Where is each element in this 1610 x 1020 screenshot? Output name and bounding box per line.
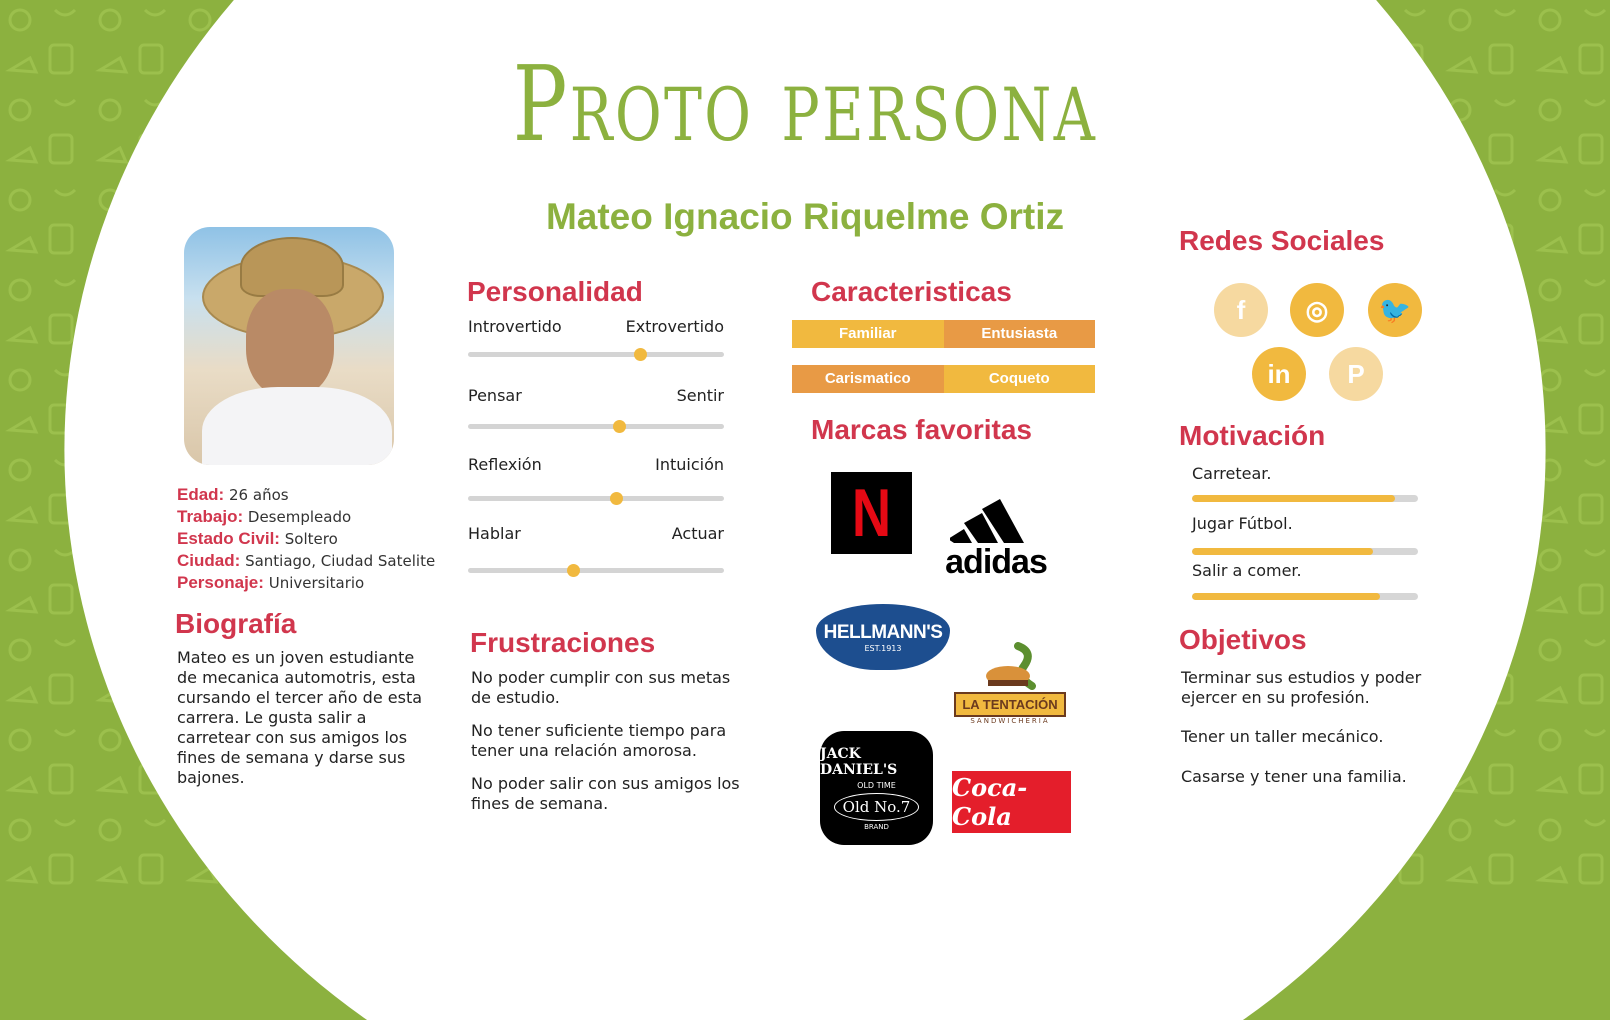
frustracion-item: No poder salir con sus amigos los fines de semana. [471, 774, 740, 813]
motivacion-item: Salir a comer. [1192, 561, 1418, 600]
objetivo-item: Terminar sus estudios y poder ejercer en su profesión. [1181, 668, 1422, 707]
face [246, 289, 334, 397]
hat-crown [240, 237, 344, 297]
slider-knob [634, 348, 647, 361]
biografia-text: Mateo es un joven estudiante de mecanica automotris, esta cursando el tercer año de esta carrera. Le gusta salir a carretear con sus amigos los fines de semana y darse sus bajones. [177, 648, 423, 787]
motivacion-bar-fill [1192, 593, 1380, 600]
frustracion-item: No poder cumplir con sus metas de estudio. [471, 668, 731, 707]
tag: Coqueto [944, 365, 1096, 393]
caracteristicas-tags [792, 320, 1095, 393]
adidas-logo: adidas [932, 493, 1060, 581]
tag: Entusiasta [944, 320, 1096, 348]
tag: Carismatico [792, 365, 944, 393]
info-row-persona: Personaje: Universitario [177, 573, 365, 592]
la-tentacion-logo: LA TENTACIÓN SANDWICHERIA [948, 632, 1072, 734]
objetivos-heading: Objetivos [1179, 624, 1307, 655]
persona-name: Mateo Ignacio Riquelme Ortiz [545, 196, 1065, 237]
info-row-city: Ciudad: Santiago, Ciudad Satelite [177, 551, 436, 570]
adidas-stripes-icon [950, 495, 1042, 545]
motivacion-bar-fill [1192, 495, 1395, 502]
twitter-icon[interactable]: 🐦 [1368, 283, 1422, 337]
page-title: Proto persona [512, 43, 1098, 165]
profile-info [177, 484, 435, 594]
info-row-civil: Estado Civil: Soltero [177, 529, 338, 548]
instagram-icon[interactable]: ◎ [1290, 283, 1344, 337]
tag: Familiar [792, 320, 944, 348]
frustraciones-heading: Frustraciones [470, 627, 656, 658]
snake-burger-icon [978, 642, 1042, 692]
objetivo-item: Tener un taller mecánico. [1181, 727, 1384, 746]
caracteristicas-heading: Caracteristicas [811, 276, 1012, 307]
slider-knob [613, 420, 626, 433]
objetivo-item: Casarse y tener una familia. [1181, 767, 1407, 786]
info-row-age: Edad: 26 años [177, 485, 289, 504]
frustracion-item: No tener suficiente tiempo para tener una relación amorosa. [471, 721, 727, 760]
profile-photo [184, 227, 394, 465]
pinterest-icon[interactable]: P [1329, 347, 1383, 401]
motivacion-item: Jugar Fútbol. [1192, 514, 1418, 555]
jack-daniels-logo: JACK DANIEL'S OLD TIME Old No.7 BRAND [820, 731, 933, 845]
facebook-icon[interactable]: f [1214, 283, 1268, 337]
marcas-heading: Marcas favoritas [811, 414, 1033, 445]
shirt [202, 387, 392, 465]
slider-reflexion: Reflexión Intuición [468, 455, 724, 501]
motivacion-bar-fill [1192, 548, 1373, 555]
netflix-logo: N [831, 472, 912, 554]
biografia-heading: Biografía [175, 608, 297, 639]
info-row-job: Trabajo: Desempleado [177, 507, 352, 526]
slider-introvertido: Introvertido Extrovertido [468, 317, 724, 357]
linkedin-icon[interactable]: in [1252, 347, 1306, 401]
coca-cola-logo: Coca-Cola [952, 771, 1071, 833]
motivacion-heading: Motivación [1179, 420, 1326, 451]
slider-pensar: Pensar Sentir [468, 386, 724, 429]
slider-knob [567, 564, 580, 577]
hellmanns-logo: HELLMANN'S EST.1913 [816, 604, 950, 670]
slider-hablar: Hablar Actuar [468, 524, 724, 573]
redes-heading: Redes Sociales [1179, 225, 1385, 256]
motivacion-item: Carretear. [1192, 464, 1418, 502]
personalidad-heading: Personalidad [467, 276, 643, 307]
